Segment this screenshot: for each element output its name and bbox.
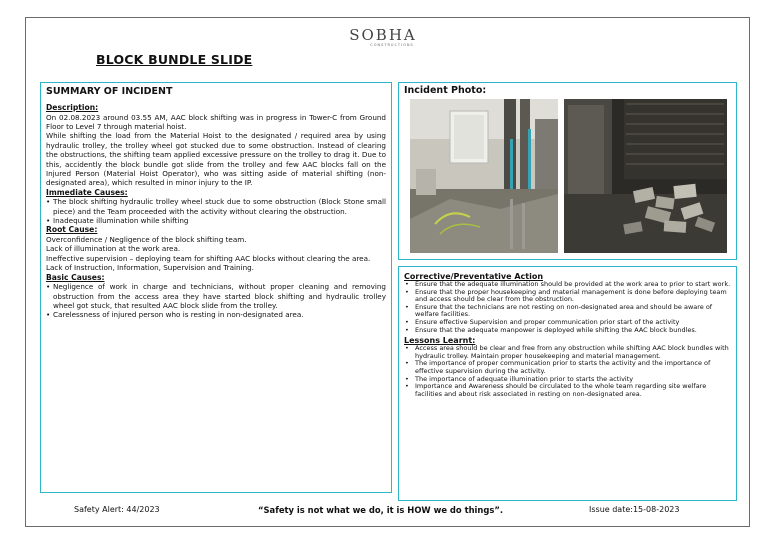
list-item: • Importance and Awareness should be circulated to the whole team regarding site welfare facilities and about risk associated in resting on non-designated area. <box>404 383 731 398</box>
description-paragraph: While shifting the load from the Material Hoist to the designated / required area by using hydraulic trolley, the trolley wheel got stucked due to some obstruction. Instead of clearing the obstructions, the shifting team applied excessive pressure on the trolley to drag it. Due to this, accidently the block bundle got slide from the trolley and few AAC blocks fall on the Injured Person (Material Hoist Operator), who was sitting aside of material shifting (non-designated area), which resulted in minor injury to the IP. <box>46 131 386 188</box>
corrective-action-heading: Corrective/Preventative Action <box>404 272 544 281</box>
incident-photo-hoist-area <box>410 99 558 253</box>
list-item: • Ensure effective Supervision and proper communication prior start of the activity <box>404 319 731 327</box>
description-label: Description: <box>46 103 99 112</box>
incident-photo-heading: Incident Photo: <box>404 85 487 96</box>
incident-photo-panel <box>398 82 737 260</box>
list-item: • Access area should be clear and free from any obstruction while shifting AAC block bundles with hydraulic trolley. Maintain proper housekeeping and material management. <box>404 345 731 360</box>
root-cause-label: Root Cause: <box>46 225 98 235</box>
list-item: • Ensure that the adequate illumination should be provided at the work area to prior to start work. <box>404 281 731 289</box>
logo-subtitle: CONSTRUCTIONS <box>370 43 414 47</box>
list-item: • Carelessness of injured person who is resting in non-designated area. <box>46 310 386 319</box>
safety-slogan: “Safety is not what we do, it is HOW we do things”. <box>258 505 504 515</box>
page-title: BLOCK BUNDLE SLIDE <box>96 52 253 67</box>
safety-alert-number: Safety Alert: 44/2023 <box>74 505 160 514</box>
list-item: • Ensure that the proper housekeeping and material management is done before deploying team and access should be clear from the obstruction. <box>404 289 731 304</box>
list-item: • The block shifting hydraulic trolley wheel stuck due to some obstruction (Block Stone small piece) and the Team proceeded with the activity without clearing the obstruction. <box>46 197 386 216</box>
list-item: • Inadequate illumination while shifting <box>46 216 386 225</box>
immediate-causes-list <box>46 197 386 225</box>
root-cause-line: Lack of illumination at the work area. <box>46 244 181 254</box>
root-cause-line: Lack of Instruction, Information, Supervision and Training. <box>46 263 254 273</box>
list-item: • Ensure that the technicians are not resting on non-designated area and should be aware of welfare facilities. <box>404 304 731 319</box>
lessons-learnt-list <box>404 345 731 398</box>
list-item: • The importance of adequate illumination prior to starts the activity <box>404 376 731 384</box>
issue-date: Issue date:15-08-2023 <box>589 505 680 514</box>
lessons-learnt-heading: Lessons Learnt: <box>404 336 476 346</box>
description-paragraph: On 02.08.2023 around 03.55 AM, AAC block shifting was in progress in Tower-C from Ground Floor to Level 7 through material hoist. <box>46 112 386 131</box>
immediate-causes-label: Immediate Causes: <box>46 187 128 197</box>
list-item: • Ensure that the adequate manpower is deployed while shifting the AAC block bundles. <box>404 327 731 335</box>
logo-wordmark: SOBHA <box>349 26 417 44</box>
basic-causes-list <box>46 282 386 320</box>
blocks-scene-graphic <box>564 99 727 253</box>
corrective-action-panel <box>398 266 737 501</box>
company-logo <box>343 26 423 47</box>
basic-causes-label: Basic Causes: <box>46 272 105 282</box>
root-cause-line: Ineffective supervision – deploying team for shifting AAC blocks without clearing the area. <box>46 253 371 263</box>
root-cause-line: Overconfidence / Negligence of the block shifting team. <box>46 234 247 244</box>
site-scene-graphic <box>410 99 558 253</box>
list-item: • Negligence of work in charge and technicians, without proper cleaning and removing obstruction from the access area they have started block shifting and hydraulic trolley wheel got stuck, that resulted AAC block slide from the trolley. <box>46 282 386 310</box>
summary-heading: SUMMARY OF INCIDENT <box>46 86 173 97</box>
incident-photo-fallen-blocks <box>564 99 727 253</box>
list-item: • The importance of proper communication prior to starts the activity and the importance of effective supervision during the activity. <box>404 360 731 375</box>
corrective-action-list <box>404 281 731 334</box>
summary-panel <box>40 82 392 493</box>
